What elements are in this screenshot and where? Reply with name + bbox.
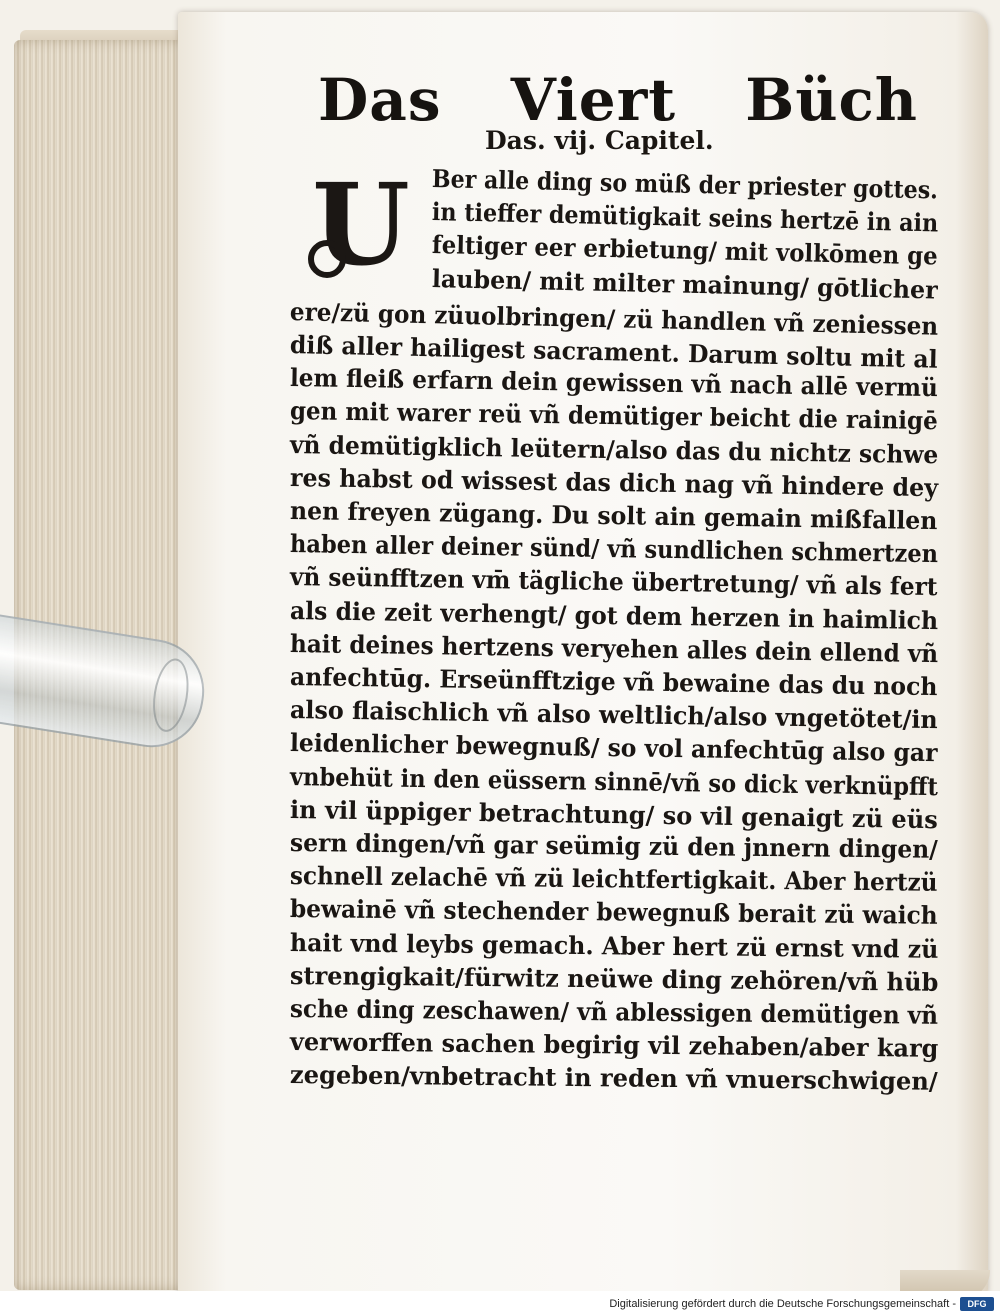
header-word-right: Büch: [745, 66, 918, 134]
text-line: strengigkait/fürwitz neüwe ding zehören/vñ hüb: [289, 960, 939, 997]
text-line: sche ding zeschawen/ vñ ablessigen demütigen vñ: [289, 994, 939, 1030]
footer-bar: [0, 1291, 1000, 1315]
initial-flourish-icon: [308, 240, 346, 278]
text-line: zegeben/vnbetracht in reden vñ vnuerschwigen/: [289, 1060, 938, 1097]
text-line: nen freyen zügang. Du solt ain gemain mißfallen: [289, 496, 938, 536]
header-word-center: Viert: [510, 66, 677, 134]
text-line: vñ seünfftzen vm̄ tägliche übertretung/ vñ als fert: [289, 562, 938, 602]
text-line: res habst od wissest das dich nag vñ hindere dey: [289, 462, 939, 502]
text-line: bewainē vñ stechender bewegnuß berait zü waich: [289, 894, 938, 931]
text-line: lauben/ mit milter mainung/ gōtlicher: [431, 263, 938, 305]
text-line: verworffen sachen begirig vil zehaben/aber karg: [289, 1027, 939, 1063]
text-line: diß aller hailigest sacrament. Darum soltu mit al: [289, 330, 938, 374]
text-line: ere/zü gon züuolbringen/ zü handlen vñ zeniessen: [289, 296, 939, 341]
text-line: sern dingen/vñ gar seümig zü den jnnern dingen/: [289, 828, 938, 864]
text-line: feltiger eer erbietung/ mit volkōmen ge: [431, 230, 938, 271]
decorated-initial: [302, 159, 420, 291]
text-line: vñ demütigklich leütern/also das du nichtz schwe: [289, 429, 939, 469]
text-line: leidenlicher bewegnuß/ so vol anfechtūg also gar: [289, 728, 938, 768]
text-line: Ber alle ding so müß der priester gottes.: [431, 164, 939, 205]
text-line: lem fleiß erfarn dein gewissen vñ nach allē vermü: [289, 363, 939, 403]
dfg-logo: DFG: [960, 1297, 994, 1311]
text-line: also flaischlich vñ also weltlich/also vngetötet/in: [289, 695, 938, 735]
digitization-credit: Digitalisierung gefördert durch die Deutsche Forschungsgemeinschaft -: [609, 1298, 956, 1310]
header-word-left: Das: [318, 66, 442, 134]
text-line: gen mit warer reü vñ demütiger beicht die rainigē: [289, 396, 938, 436]
text-line: in tieffer demütigkait seins hertzē in ain: [431, 197, 939, 238]
text-line: haben aller deiner sünd/ vñ sundlichen schmertzen: [289, 529, 939, 569]
chapter-title: Das. vij. Capitel.: [485, 126, 714, 155]
text-line: hait vnd leybs gemach. Aber hert zü ernst vnd zü: [289, 927, 939, 964]
text-line: schnell zelachē vñ zü leichtfertigkait. Aber hertzü: [289, 861, 938, 897]
text-line: hait deines hertzens veryehen alles dein ellend vñ: [289, 628, 939, 668]
text-line: vnbehüt in den eüssern sinnē/vñ so dick verknüpfft: [289, 761, 939, 801]
text-line: anfechtūg. Erseünfftzige vñ bewaine das du noch: [289, 662, 938, 702]
text-line: in vil üppiger betrachtung/ so vil genaigt zü eüs: [289, 794, 939, 834]
initial-letter: U: [312, 159, 410, 291]
text-line: als die zeit verhengt/ got dem herzen in haimlich: [289, 595, 939, 635]
